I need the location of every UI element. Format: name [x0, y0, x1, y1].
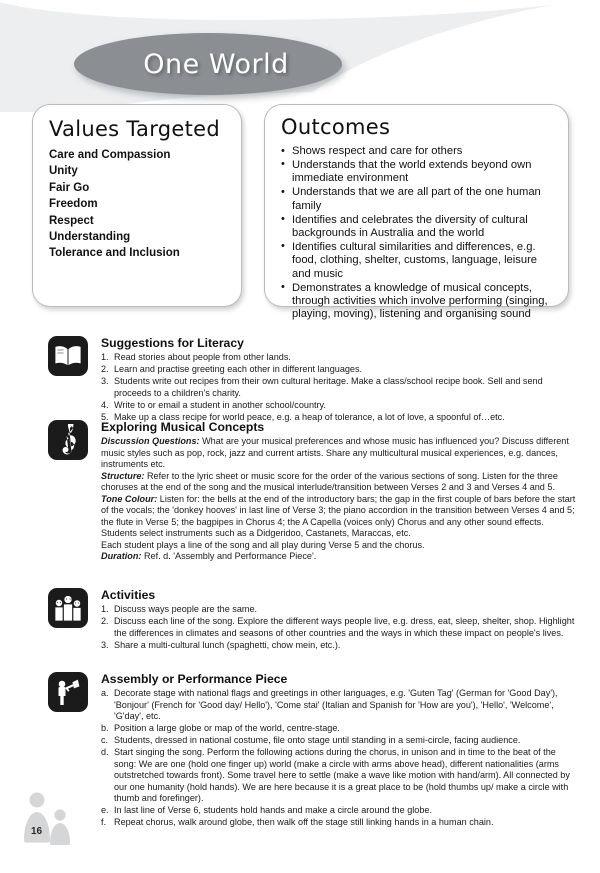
list-item [101, 723, 576, 735]
list-text: Discuss each line of the song. Explore the different ways people live, e.g. dress, eat, sleep, shelter, shop. Highlight the differences in climates and seasons of other countries and the ways in which these impact on people's lives. [114, 616, 575, 638]
values-targeted-box [32, 104, 242, 307]
trumpet-player-icon [48, 672, 88, 712]
section-activities [46, 588, 576, 652]
list-item: • Identifies cultural similarities and differences, e.g. food, clothing, shelter, customs, language, leisure and music [281, 241, 554, 281]
outcomes-heading: Outcomes [281, 115, 391, 139]
list-marker: f. [101, 817, 107, 827]
list-item [101, 817, 576, 829]
list-text: Write to or email a student in another school/country. [114, 399, 326, 410]
list-text: Students, dressed in national costume, file onto stage until standing in a semi-circle, facing audience. [114, 735, 521, 745]
outcomes-box [264, 104, 569, 321]
paragraph-text: What are your musical preferences and whose music has influenced you? Discuss different music styles such as pop, rock, jazz and current artists. Share any multicultural musical experiences, e.g. dances, instruments etc. [101, 436, 569, 469]
list-text: Make up a class recipe for world peace, e.g. a heap of tolerance, a lot of love, a spoonful of…etc. [114, 411, 505, 422]
section-title: Activities [101, 588, 156, 602]
list-text: Read stories about people from other lands. [114, 352, 291, 362]
list-item [101, 352, 576, 364]
page-header [0, 0, 600, 112]
section-body [101, 672, 576, 829]
list-marker: 4. [101, 399, 109, 410]
list-item [101, 604, 576, 616]
list-item: Care and Compassion [49, 149, 171, 161]
list-marker: 3. [101, 376, 109, 386]
page-title: One World [143, 48, 289, 80]
paragraph-lead: Tone Colour: [101, 493, 158, 504]
list-item: Understanding [49, 231, 131, 244]
paragraph-lead: Discussion Questions: [101, 436, 200, 446]
list-item [101, 376, 576, 399]
list-item: • Understands that the world extends beyond own immediate environment [281, 159, 554, 186]
list-item: Freedom [49, 198, 98, 211]
list-item [101, 688, 576, 723]
paragraph-text: Each student plays a line of the song and all play during Verse 5 and the chorus. [101, 539, 425, 550]
adult-and-child-icon [18, 788, 88, 850]
outcomes-list [281, 145, 554, 322]
list-text: Start singing the song. Perform the following actions during the chorus, in unison and in time to the beat of the song: We are one (hold one finger up) world (make a circle with arms above head), different nationalities (arms outstretched towards front). Some travel here to settle (make a wave like motion with hand/arm). All connected by our one humanity (hold hands). We are here because it is a great place to be (hold thumbs up/ make a circle with thumb and forefinger). [114, 747, 570, 803]
list-item [101, 616, 576, 639]
section-exploring-musical-concepts [46, 420, 576, 563]
paragraph [101, 540, 576, 552]
list-marker: d. [101, 747, 109, 757]
section-title: Exploring Musical Concepts [101, 420, 265, 434]
list-item: Respect [49, 214, 94, 227]
list-marker: e. [101, 805, 109, 815]
paragraph-text: Listen for: the bells at the end of the introductory bars; the gap in the first couple of bars before the start of the vocals; the 'donkey hooves' in last line of Verse 3; the piano accordion in the transition between Verses 4 and 5; the flute in Verse 5; the bagpipes in Chorus 4; the A Capella (voices only) Chorus and any other sound effects. [101, 493, 576, 527]
section-title: Assembly or Performance Piece [101, 672, 288, 686]
activities-list [101, 604, 576, 651]
list-marker: 1. [101, 604, 109, 614]
list-text: In last line of Verse 6, students hold hands and make a circle around the globe. [114, 805, 432, 815]
list-item [101, 805, 576, 817]
list-marker: b. [101, 723, 109, 733]
people-group-icon [48, 588, 88, 628]
assembly-list [101, 688, 576, 829]
list-item: Fair Go [49, 181, 90, 194]
list-item: • Understands that we are all part of the one human family [281, 186, 554, 213]
paragraph [101, 436, 576, 471]
list-marker: 1. [101, 352, 109, 362]
list-item: • Demonstrates a knowledge of musical concepts, through activities which involve performing (singing, playing, moving), listening and organising sound [281, 282, 554, 322]
paragraph-text: Refer to the lyric sheet or music score for the order of the various sections of song. Listen for the three choruses at the end of the song and the musical interlude/transition between Verses 2 and 3 and Verses 4 and 5. [101, 470, 558, 492]
list-item [101, 400, 576, 412]
page-number: 16 [31, 826, 43, 837]
paragraph [101, 494, 576, 529]
paragraph-text: Students select instruments such as a Didgeridoo, Castanets, Maraccas, etc. [101, 528, 411, 538]
list-text: Position a large globe or map of the world, centre-stage. [114, 723, 340, 733]
paragraph [101, 551, 576, 563]
paragraph [101, 471, 576, 494]
open-book-icon [48, 336, 88, 376]
list-item [101, 735, 576, 747]
paragraph-lead: Structure: [101, 470, 145, 481]
list-text: Repeat chorus, walk around globe, then walk off the stage still linking hands in a human chain. [114, 817, 494, 827]
list-marker: a. [101, 688, 109, 698]
page-footer [18, 788, 98, 858]
list-text: Decorate stage with national flags and greetings in other languages, e.g. 'Guten Tag' (German for 'Good Day'), 'Bonjour' (French for 'Good day/ Hello'), 'Come stai' (Italian and Spanish for 'How are you'), 'Hello', 'Welcome', 'G'day', etc. [114, 688, 558, 721]
section-assembly-or-performance-piece [46, 672, 576, 829]
section-title: Suggestions for Literacy [101, 336, 244, 350]
list-item [101, 747, 576, 805]
list-marker: 5. [101, 411, 109, 422]
list-marker: c. [101, 735, 109, 745]
treble-clef-icon [48, 420, 88, 460]
literacy-list [101, 352, 576, 423]
list-text: Discuss ways people are the same. [114, 604, 258, 614]
values-list [49, 147, 225, 262]
list-text: Students write out recipes from their own cultural heritage. Make a class/school recipe book. Sell and send proceeds to a children's charity. [114, 376, 543, 398]
list-item [101, 364, 576, 376]
section-body [101, 420, 576, 563]
list-item: • Shows respect and care for others [281, 145, 554, 158]
paragraph [101, 528, 576, 540]
list-marker: 2. [101, 364, 109, 374]
list-item: Tolerance and Inclusion [49, 247, 180, 260]
list-marker: 2. [101, 616, 109, 626]
values-heading: Values Targeted [49, 117, 221, 141]
list-text: Learn and practise greeting each other in different languages. [114, 364, 363, 374]
section-body [101, 336, 576, 423]
paragraph-lead: Duration: [101, 551, 142, 561]
list-item: • Identifies and celebrates the diversity of cultural backgrounds in Australia and the world [281, 214, 554, 241]
list-text: Share a multi-cultural lunch (spaghetti, chow mein, etc.). [114, 639, 341, 650]
section-suggestions-for-literacy [46, 336, 576, 424]
list-marker: 3. [101, 639, 109, 650]
list-item [101, 640, 576, 652]
section-body [101, 588, 576, 651]
list-item: Unity [49, 165, 78, 178]
paragraph-text: Ref. d. 'Assembly and Performance Piece'. [141, 551, 317, 561]
